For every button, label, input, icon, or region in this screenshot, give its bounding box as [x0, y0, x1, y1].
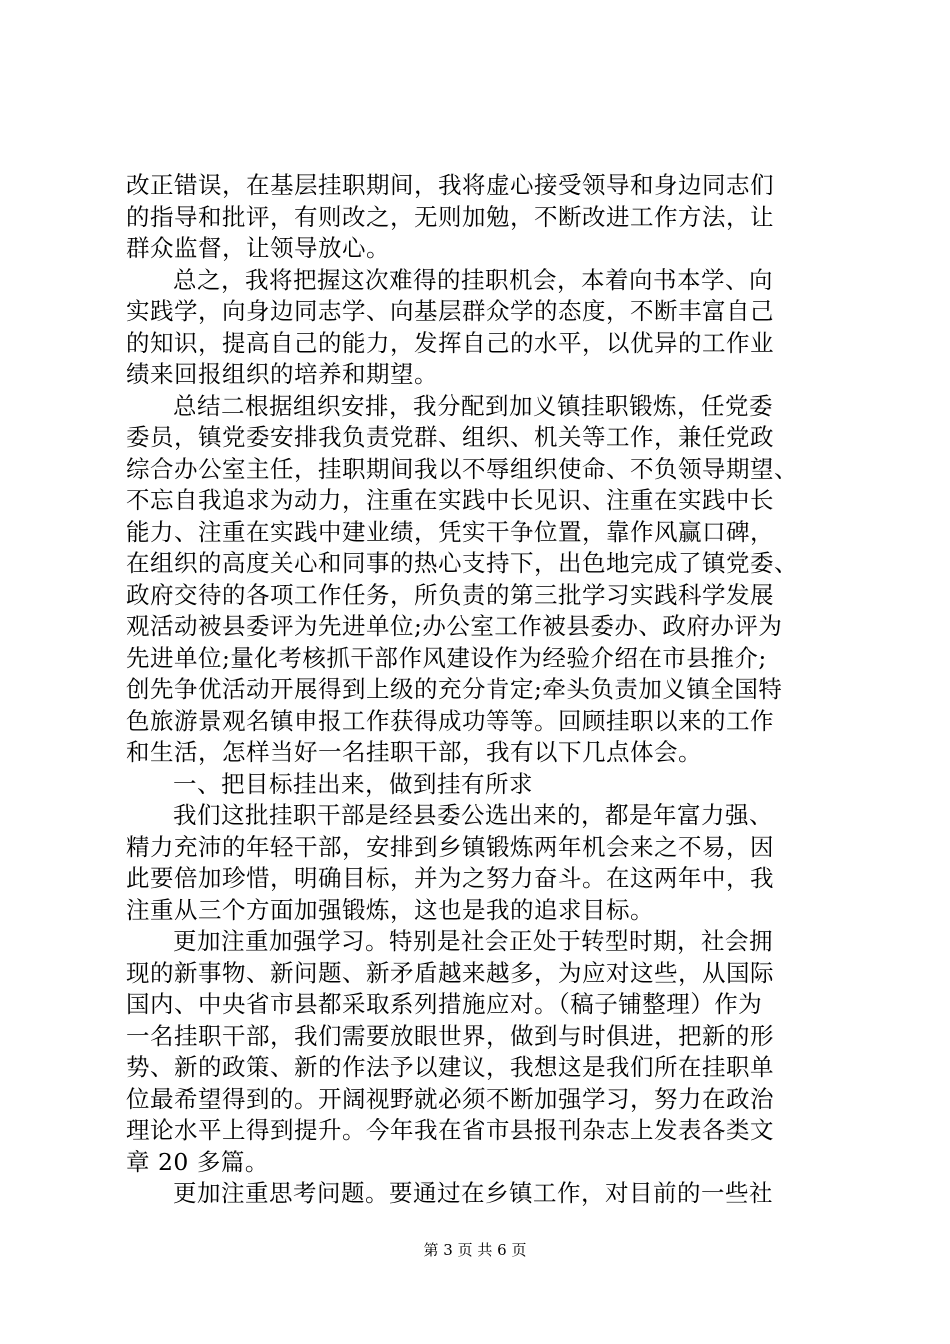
- text-line: 位最希望得到的。开阔视野就必须不断加强学习，努力在政治: [126, 1084, 774, 1113]
- text-line: 更加注重加强学习。特别是社会正处于转型时期，社会拥: [173, 927, 773, 955]
- text-line: 观活动被县委评为先进单位;办公室工作被县委办、政府办评为: [126, 612, 783, 640]
- text-line: 精力充沛的年轻干部，安排到乡镇锻炼两年机会来之不易，因: [126, 832, 774, 861]
- text-line: 势、新的政策、新的作法予以建议，我想这是我们所在挂职单: [126, 1053, 774, 1081]
- text-line: 此要倍加珍惜，明确目标，并为之努力奋斗。在这两年中，我: [126, 864, 774, 892]
- text-line: 绩来回报组织的培养和期望。: [126, 360, 438, 388]
- text-line: 我们这批挂职干部是经县委公选出来的，都是年富力强、: [173, 801, 773, 829]
- page-footer: 第 3 页 共 6 页: [423, 1241, 527, 1259]
- text-line: 现的新事物、新问题、新矛盾越来越多，为应对这些，从国际: [126, 958, 774, 987]
- text-line: 一名挂职干部，我们需要放眼世界，做到与时俱进，把新的形: [126, 1021, 774, 1050]
- text-line: 改正错误，在基层挂职期间，我将虚心接受领导和身边同志们: [126, 171, 774, 199]
- text-line: 色旅游景观名镇申报工作获得成功等等。回顾挂职以来的工作: [126, 706, 774, 735]
- text-line: 在组织的高度关心和同事的热心支持下，出色地完成了镇党委、: [126, 549, 798, 577]
- text-line: 总之，我将把握这次难得的挂职机会，本着向书本学、向: [173, 265, 773, 294]
- text-line: 不忘自我追求为动力，注重在实践中长见识、注重在实践中长: [126, 486, 774, 514]
- text-line: 创先争优活动开展得到上级的充分肯定;牵头负责加义镇全国特: [126, 675, 783, 703]
- text-line: 注重从三个方面加强锻炼，这也是我的追求目标。: [126, 895, 654, 924]
- text-line: 实践学，向身边同志学、向基层群众学的态度，不断丰富自己: [126, 297, 774, 325]
- text-line: 的指导和批评，有则改之，无则加勉，不断改进工作方法，让: [126, 202, 774, 231]
- text-line: 能力、注重在实践中建业绩，凭实干争位置，靠作风赢口碑，: [126, 517, 774, 546]
- text-line: 国内、中央省市县都采取系列措施应对。（稿子铺整理）作为: [126, 990, 763, 1018]
- body-text: [126, 170, 831, 1210]
- text-line: 理论水平上得到提升。今年我在省市县报刊杂志上发表各类文: [126, 1116, 774, 1144]
- text-line: 政府交待的各项工作任务，所负责的第三批学习实践科学发展: [126, 580, 774, 609]
- text-line: 和生活，怎样当好一名挂职干部，我有以下几点体会。: [126, 738, 702, 766]
- text-line: 先进单位;量化考核抓干部作风建设作为经验介绍在市县推介;: [126, 643, 767, 672]
- text-line: 一、把目标挂出来，做到挂有所求: [173, 769, 533, 798]
- text-line: 更加注重思考问题。要通过在乡镇工作，对目前的一些社: [173, 1179, 773, 1207]
- text-line: 综合办公室主任，挂职期间我以不辱组织使命、不负领导期望、: [126, 454, 798, 483]
- text-line: 的知识，提高自己的能力，发挥自己的水平，以优异的工作业: [126, 328, 774, 357]
- text-line: 总结二根据组织安排，我分配到加义镇挂职锻炼，任党委: [173, 391, 773, 420]
- text-line: 章 20 多篇。: [126, 1147, 269, 1176]
- text-line: 委员，镇党委安排我负责党群、组织、机关等工作，兼任党政: [126, 423, 774, 451]
- text-line: 群众监督，让领导放心。: [126, 234, 390, 262]
